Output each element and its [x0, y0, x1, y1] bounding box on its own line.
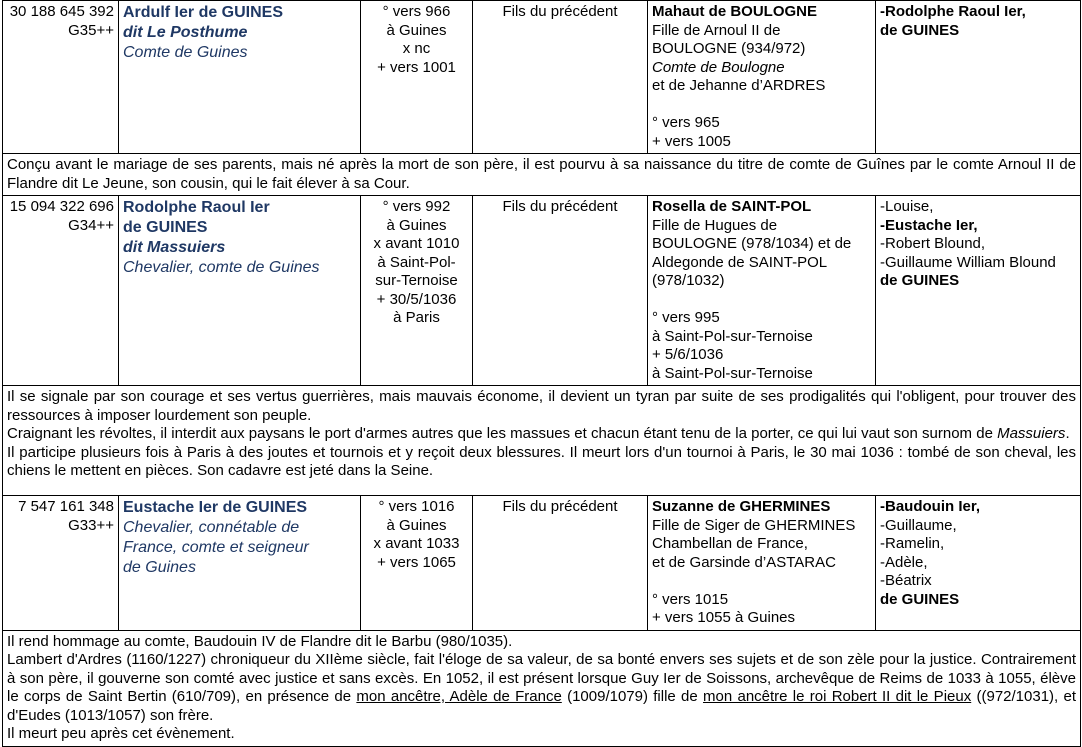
bio-cell [3, 630, 1081, 746]
ancestor-link[interactable]: mon ancêtre, Adèle de France [356, 688, 562, 705]
person-title: Comte de Guines [123, 44, 248, 61]
bio-text [7, 425, 1076, 444]
date-line: à Guines [386, 21, 447, 39]
person-name: Eustache Ier de GUINES [123, 499, 308, 516]
person-row [3, 496, 1081, 631]
dates-cell [361, 496, 473, 631]
person-name: de GUINES [123, 219, 208, 236]
spouse-date: ° vers 995 [652, 309, 720, 326]
spouse-line: Fille de Hugues de [652, 216, 778, 234]
sosa-cell [3, 1, 119, 154]
bio-text: Il meurt peu après cet évènement. [7, 725, 235, 742]
spouse-date: + vers 1005 [652, 132, 731, 150]
date-line: ° vers 992 [382, 198, 451, 215]
spouse-date: ° vers 1015 [652, 590, 729, 608]
person-name: Ardulf Ier de GUINES [123, 4, 284, 21]
spouse-line: (978/1032) [652, 272, 725, 289]
spouse-line: et de Jehanne d’ARDRES [652, 77, 826, 94]
spouse-date: à Saint-Pol-sur-Ternoise [652, 364, 813, 382]
spouse-line: et de Garsinde d’ASTARAC [652, 553, 836, 571]
date-line: ° vers 966 [382, 3, 451, 20]
date-line: x avant 1010 [373, 235, 460, 252]
generation-label: G35++ [68, 21, 114, 39]
date-line: x avant 1033 [373, 535, 460, 552]
spouse-cell [648, 1, 876, 154]
spouse-line: BOULOGNE (934/972) [652, 40, 806, 57]
child-name: -Eustache Ier, [880, 216, 978, 234]
spouse-line: Fille de Siger de GHERMINES [652, 516, 856, 534]
parent-text: Fils du précédent [502, 498, 618, 515]
person-cell [119, 196, 361, 386]
genealogy-table [2, 0, 1081, 747]
spouse-date: + 5/6/1036 [652, 346, 724, 363]
bio-text-part: Craignant les révoltes, il interdit aux paysans le port d'armes autres que les massues et chacun étant tenu de la porter, ce qui lui vaut son surnom de [7, 425, 998, 442]
parent-cell [473, 1, 648, 154]
spouse-date: + vers 1055 à Guines [652, 609, 796, 626]
spouse-name: Rosella de SAINT-POL [652, 198, 812, 215]
bio-cell [3, 154, 1081, 196]
bio-text: Il participe plusieurs fois à Paris à des joutes et tournois et y reçoit deux blessures. Il meurt lors d'un tournoi à Paris, le 30 mai 1036 : tombé de son cheval, les chiens le mettent en pièces. Son cadavre est jeté dans la Seine. [7, 443, 1076, 479]
sosa-cell [3, 196, 119, 386]
person-alias: dit Le Posthume [123, 24, 248, 41]
bio-row [3, 154, 1081, 196]
person-title: Chevalier, connétable de [123, 519, 300, 536]
child-name: -Ramelin, [880, 535, 945, 552]
spouse-cell [648, 496, 876, 631]
bio-row [3, 630, 1081, 746]
child-name: -Guillaume William Blound [880, 253, 1056, 271]
child-name: -Robert Blound, [880, 235, 986, 252]
date-line: à Guines [386, 216, 447, 234]
bio-text: Conçu avant le mariage de ses parents, mais né après la mort de son père, il est pourvu à sa naissance du titre de comte de Guînes par le comte Arnoul II de Flandre dit Le Jeune, son cousin, qui le fait élever à sa Cour. [7, 156, 1076, 192]
sosa-cell [3, 496, 119, 631]
bio-text-part: (1009/1079) fille de [561, 688, 704, 705]
person-cell [119, 1, 361, 154]
date-line: à Guines [386, 516, 447, 534]
spouse-line: BOULOGNE (978/1034) et de [652, 235, 852, 252]
parent-text: Fils du précédent [502, 3, 618, 20]
parent-cell [473, 196, 648, 386]
children-cell [876, 496, 1081, 631]
person-name: Rodolphe Raoul Ier [123, 199, 270, 216]
date-line: ° vers 1016 [378, 498, 455, 515]
sosa-number: 30 188 645 392 [9, 3, 114, 20]
sosa-number: 15 094 322 696 [9, 198, 114, 215]
child-name: -Béatrix [880, 572, 932, 589]
bio-text-part: . [1065, 425, 1070, 442]
spouse-cell [648, 196, 876, 386]
spouse-line: Chambellan de France, [652, 535, 808, 552]
bio-row [3, 386, 1081, 496]
date-line: + vers 1065 [377, 553, 456, 571]
child-name: -Adèle, [880, 553, 928, 571]
ancestor-link[interactable]: mon ancêtre le roi Robert II dit le Pieux [703, 688, 972, 705]
children-family: de GUINES [880, 21, 960, 39]
spouse-name: Suzanne de GHERMINES [652, 498, 831, 515]
dates-cell [361, 196, 473, 386]
spouse-line: Aldegonde de SAINT-POL [652, 253, 828, 271]
bio-italic: Massuiers [997, 425, 1066, 442]
bio-text: Il se signale par son courage et ses vertus guerrières, mais mauvais économe, il devient un tyran par suite de ses prodigalités qui l'obligent, pour trouver des ressources à imposer lourdement son peuple. [7, 388, 1076, 424]
person-title: de Guines [123, 559, 196, 576]
child-name: -Louise, [880, 198, 934, 215]
children-family: de GUINES [880, 272, 960, 289]
spouse-title: Comte de Boulogne [652, 58, 785, 76]
bio-cell [3, 386, 1081, 496]
parent-cell [473, 496, 648, 631]
child-name: -Rodolphe Raoul Ier, [880, 3, 1026, 20]
children-family: de GUINES [880, 590, 960, 608]
person-row [3, 1, 1081, 154]
date-line: + 30/5/1036 [376, 290, 457, 308]
parent-text: Fils du précédent [502, 198, 618, 215]
person-title: Chevalier, comte de Guines [123, 259, 320, 276]
sosa-number: 7 547 161 348 [18, 498, 114, 515]
spouse-line: Fille de Arnoul II de [652, 21, 781, 39]
person-alias: dit Massuiers [123, 239, 226, 256]
bio-text [7, 651, 1076, 725]
generation-label: G33++ [68, 516, 114, 534]
bio-text: Il rend hommage au comte, Baudouin IV de Flandre dit le Barbu (980/1035). [7, 632, 513, 650]
bio-text-part: ((972/1031), et d'Eudes (1013/1057) son frère. [7, 688, 1077, 724]
date-line: à Saint-Pol- [377, 253, 456, 271]
date-line: à Paris [393, 309, 440, 326]
date-line: x nc [402, 40, 431, 57]
date-line: + vers 1001 [377, 58, 456, 76]
generation-label: G34++ [68, 216, 114, 234]
child-name: -Baudouin Ier, [880, 498, 981, 515]
spouse-date: à Saint-Pol-sur-Ternoise [652, 327, 813, 345]
child-name: -Guillaume, [880, 516, 957, 534]
spouse-name: Mahaut de BOULOGNE [652, 3, 818, 20]
person-row [3, 196, 1081, 386]
spouse-date: ° vers 965 [652, 114, 720, 131]
dates-cell [361, 1, 473, 154]
date-line: sur-Ternoise [375, 272, 458, 289]
person-title: France, comte et seigneur [123, 539, 309, 556]
children-cell [876, 196, 1081, 386]
bio-text-part: Lambert d'Ardres (1160/1227) chroniqueur du XIIème siècle, fait l'éloge de sa valeur, de sa bonté envers ses sujets et de son zèle pour la justice. Contrairement à son père, il gouverne son comté avec justice et sans excès. En 1052, il est présent lorsque Guy Ier de Soissons, archevêque de Reims de 1033 à 1055, élève le corps de Saint Bertin (610/709), en présence de [7, 651, 1076, 705]
children-cell [876, 1, 1081, 154]
person-cell [119, 496, 361, 631]
